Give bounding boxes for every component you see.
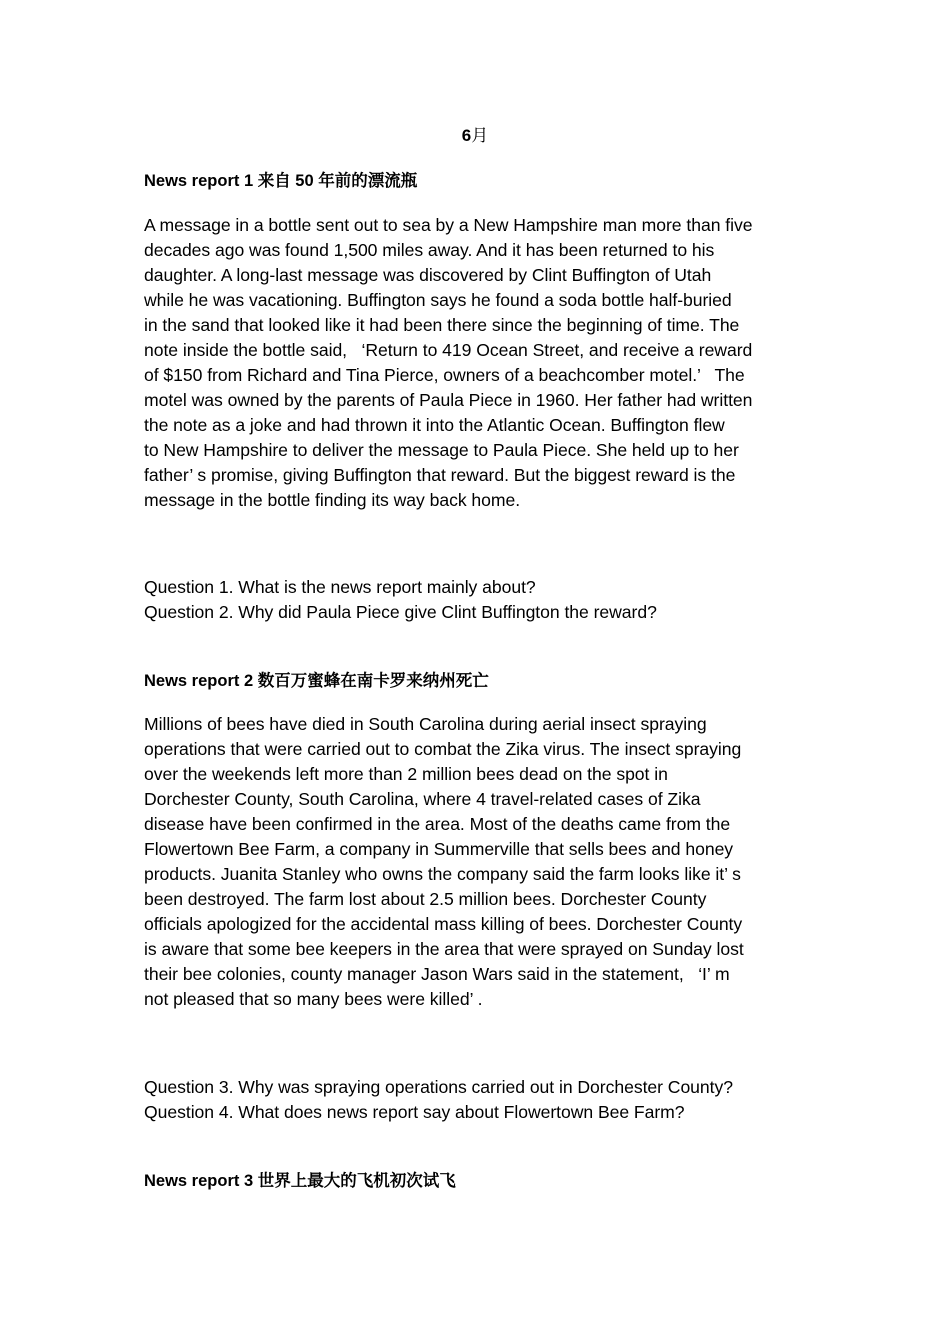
report-3-heading: News report 3 世界上最大的飞机初次试飞: [144, 1172, 456, 1190]
month-label: 月: [471, 126, 489, 145]
month-title: [0, 124, 950, 148]
report-2-line: disease have been confirmed in the area. Most of the deaths came from the: [144, 814, 731, 834]
report-1-questions: [144, 575, 808, 625]
report-2-heading: News report 2 数百万蜜蜂在南卡罗来纳州死亡: [144, 672, 489, 690]
report-1-line: to New Hampshire to deliver the message to Paula Piece. She held up to her: [144, 440, 739, 460]
report-2-line: is aware that some bee keepers in the area that were sprayed on Sunday lost: [144, 939, 744, 959]
report-1-line: the note as a joke and had thrown it into the Atlantic Ocean. Buffington flew: [144, 415, 725, 435]
report-1-line: daughter. A long-last message was discovered by Clint Buffington of Utah: [144, 265, 712, 285]
report-2-line: operations that were carried out to combat the Zika virus. The insect spraying: [144, 739, 742, 759]
report-1-line: father’ s promise, giving Buffington that reward. But the biggest reward is the: [144, 465, 736, 485]
question-1: Question 1. What is the news report mainly about?: [144, 577, 536, 597]
report-2-line: Flowertown Bee Farm, a company in Summerville that sells bees and honey: [144, 839, 734, 859]
report-2-body: [144, 712, 808, 1012]
report-2-line: Dorchester County, South Carolina, where 4 travel-related cases of Zika: [144, 789, 701, 809]
report-2-line: officials apologized for the accidental mass killing of bees. Dorchester County: [144, 914, 743, 934]
report-2-line: been destroyed. The farm lost about 2.5 million bees. Dorchester County: [144, 889, 707, 909]
report-1-body: [144, 213, 808, 513]
report-1-line: message in the bottle finding its way back home.: [144, 490, 521, 510]
question-2: Question 2. Why did Paula Piece give Clint Buffington the reward?: [144, 602, 657, 622]
question-4: Question 4. What does news report say about Flowertown Bee Farm?: [144, 1102, 685, 1122]
report-1-line: motel was owned by the parents of Paula Piece in 1960. Her father had written: [144, 390, 753, 410]
report-1-line: note inside the bottle said, ‘Return to 419 Ocean Street, and receive a reward: [144, 340, 753, 360]
report-2-line: their bee colonies, county manager Jason Wars said in the statement, ‘I’ m: [144, 964, 730, 984]
report-1-line: in the sand that looked like it had been there since the beginning of time. The: [144, 315, 740, 335]
report-1-line: A message in a bottle sent out to sea by a New Hampshire man more than five: [144, 215, 753, 235]
report-2-questions: [144, 1075, 808, 1125]
report-2-line: Millions of bees have died in South Carolina during aerial insect spraying: [144, 714, 707, 734]
report-1-line: while he was vacationing. Buffington says he found a soda bottle half-buried: [144, 290, 732, 310]
month-number: 6: [461, 126, 472, 145]
report-1-heading: News report 1 来自 50 年前的漂流瓶: [144, 172, 418, 190]
report-1-line: decades ago was found 1,500 miles away. And it has been returned to his: [144, 240, 715, 260]
report-2-line: over the weekends left more than 2 million bees dead on the spot in: [144, 764, 668, 784]
report-1-line: of $150 from Richard and Tina Pierce, owners of a beachcomber motel.’ The: [144, 365, 745, 385]
report-2-line: products. Juanita Stanley who owns the company said the farm looks like it’ s: [144, 864, 741, 884]
question-3: Question 3. Why was spraying operations carried out in Dorchester County?: [144, 1077, 733, 1097]
report-2-line: not pleased that so many bees were killed’ .: [144, 989, 483, 1009]
